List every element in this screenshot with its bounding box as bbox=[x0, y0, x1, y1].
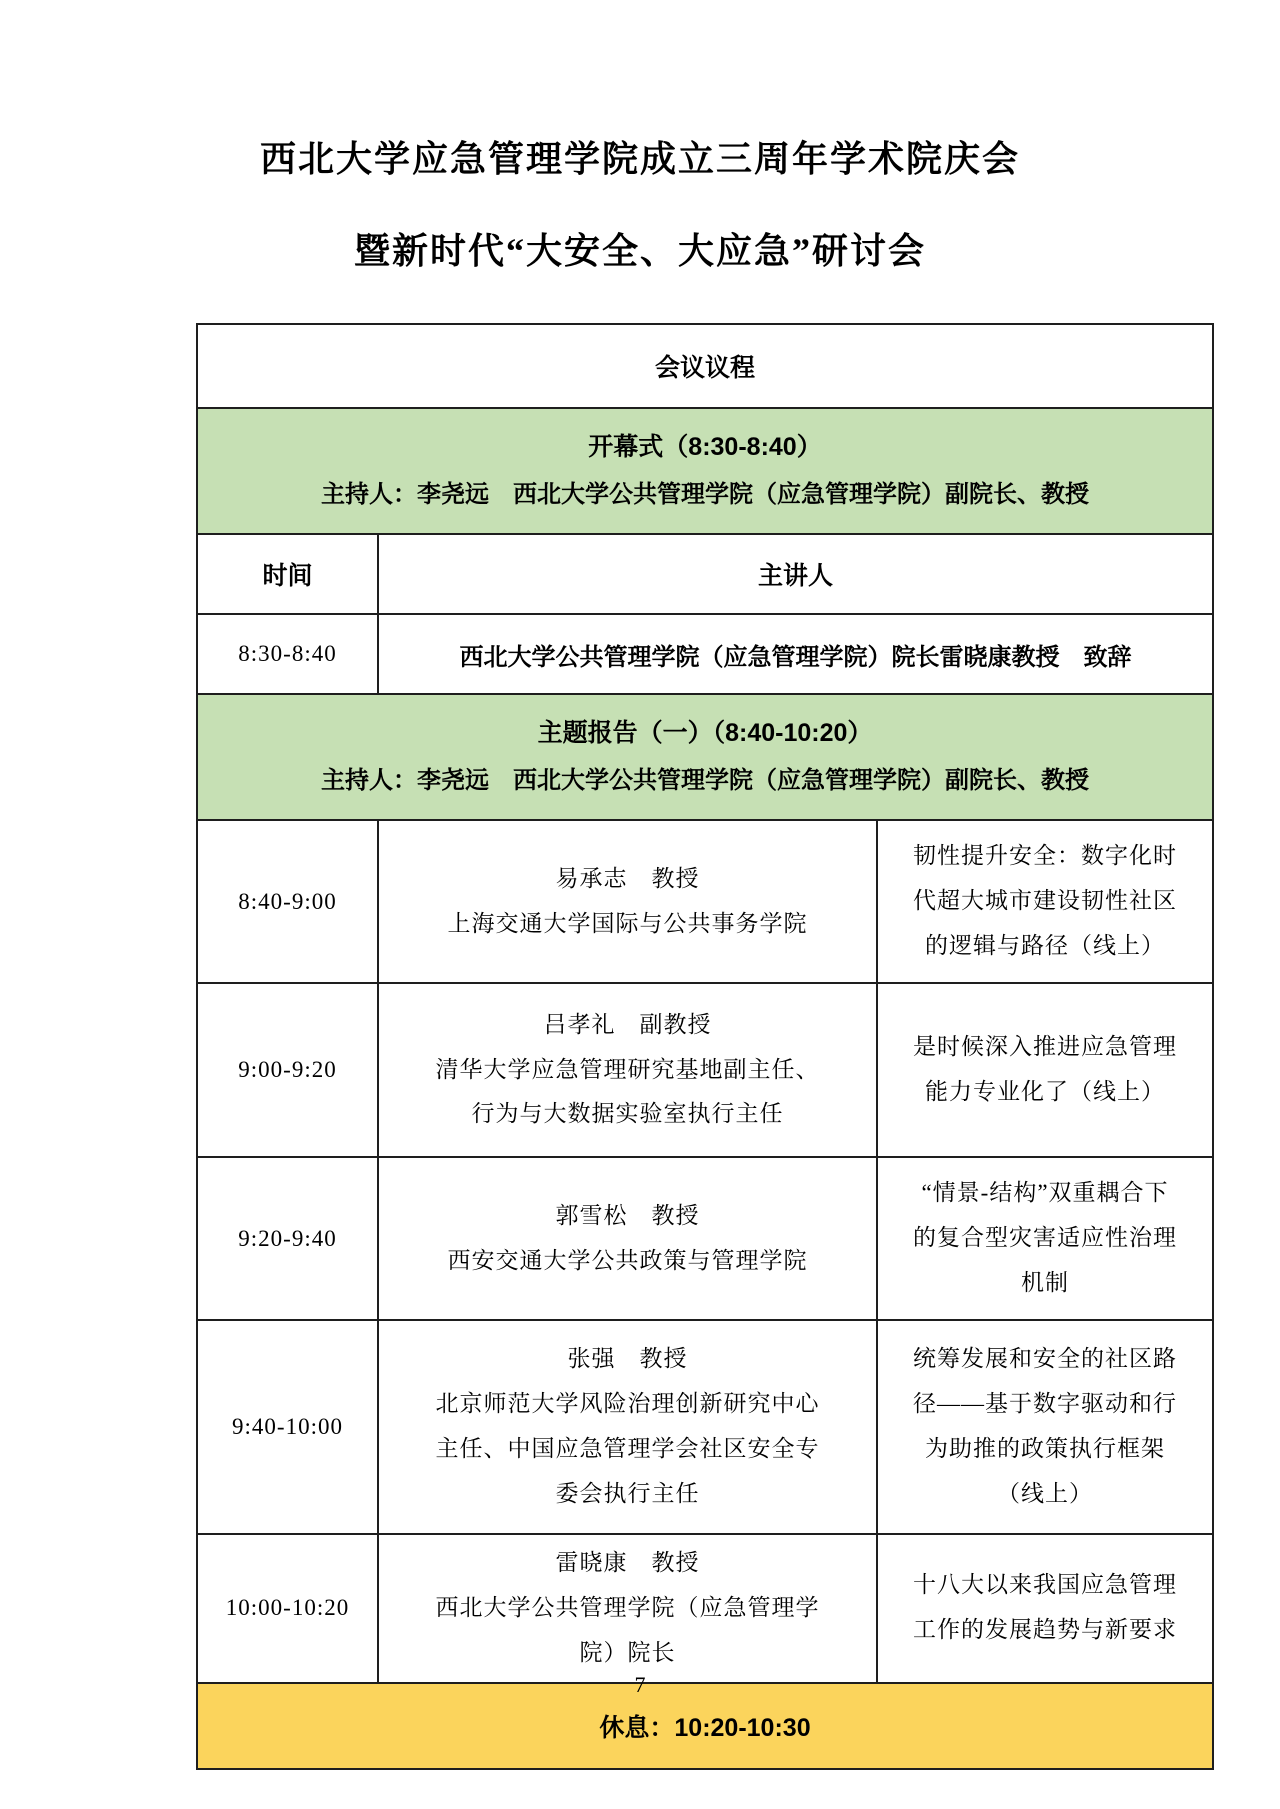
talk-topic: 韧性提升安全：数字化时代超大城市建设韧性社区的逻辑与路径（线上） bbox=[877, 820, 1213, 983]
talk-speaker-cell bbox=[378, 1320, 877, 1534]
opening-section-cell bbox=[197, 408, 1213, 534]
session1-section-host: 主持人：李尧远 西北大学公共管理学院（应急管理学院）副院长、教授 bbox=[321, 766, 1089, 794]
talk-affiliation: 北京师范大学风险治理创新研究中心主任、中国应急管理学会社区安全专委会执行主任 bbox=[435, 1391, 820, 1506]
talk-affiliation: 上海交通大学国际与公共事务学院 bbox=[447, 910, 808, 936]
talk-affiliation: 西安交通大学公共政策与管理学院 bbox=[447, 1247, 808, 1273]
talk-speaker: 易承志 教授 bbox=[555, 865, 700, 891]
column-header-row bbox=[197, 534, 1213, 614]
talk-affiliation: 清华大学应急管理研究基地副主任、行为与大数据实验室执行主任 bbox=[435, 1056, 820, 1127]
opening-talk-row bbox=[197, 614, 1213, 694]
page-subtitle: 暨新时代“大安全、大应急”研讨会 bbox=[353, 231, 926, 272]
talk-row bbox=[197, 820, 1213, 983]
agenda-caption-row bbox=[197, 324, 1213, 408]
opening-talk-time: 8:30-8:40 bbox=[197, 614, 378, 694]
column-header-speaker: 主讲人 bbox=[378, 534, 1213, 614]
talk-time: 8:40-9:00 bbox=[197, 820, 378, 983]
talk-time: 9:00-9:20 bbox=[197, 983, 378, 1157]
opening-section-title: 开幕式（8:30-8:40） bbox=[588, 433, 822, 462]
talk-row bbox=[197, 1534, 1213, 1683]
talk-speaker: 雷晓康 教授 bbox=[555, 1550, 700, 1575]
talk-time: 9:20-9:40 bbox=[197, 1157, 378, 1320]
break-label: 休息：10:20-10:30 bbox=[197, 1683, 1213, 1769]
agenda-table bbox=[196, 323, 1214, 1770]
talk-speaker: 郭雪松 教授 bbox=[555, 1202, 700, 1228]
talk-topic: 是时候深入推进应急管理能力专业化了（线上） bbox=[877, 983, 1213, 1157]
opening-section-row bbox=[197, 408, 1213, 534]
talk-speaker-cell bbox=[378, 1157, 877, 1320]
talk-topic: 统筹发展和安全的社区路径——基于数字驱动和行为助推的政策执行框架（线上） bbox=[877, 1320, 1213, 1534]
talk-affiliation: 西北大学公共管理学院（应急管理学院）院长 bbox=[435, 1594, 820, 1665]
talk-row bbox=[197, 1157, 1213, 1320]
talk-speaker: 吕孝礼 副教授 bbox=[543, 1011, 712, 1037]
page-number: 7 bbox=[634, 1672, 646, 1697]
opening-talk-content: 西北大学公共管理学院（应急管理学院）院长雷晓康教授 致辞 bbox=[378, 614, 1213, 694]
talk-speaker-cell bbox=[378, 820, 877, 983]
opening-section-host: 主持人：李尧远 西北大学公共管理学院（应急管理学院）副院长、教授 bbox=[321, 480, 1089, 508]
session1-section-cell bbox=[197, 694, 1213, 820]
page-title: 西北大学应急管理学院成立三周年学术院庆会 bbox=[259, 139, 1020, 179]
talk-speaker-cell bbox=[378, 1534, 877, 1683]
talk-speaker: 张强 教授 bbox=[567, 1346, 688, 1372]
column-header-time: 时间 bbox=[197, 534, 378, 614]
talk-topic: “情景-结构”双重耦合下的复合型灾害适应性治理机制 bbox=[877, 1157, 1213, 1320]
title-block bbox=[0, 0, 1280, 274]
talk-time: 10:00-10:20 bbox=[197, 1534, 378, 1683]
talk-row bbox=[197, 1320, 1213, 1534]
session1-section-row bbox=[197, 694, 1213, 820]
talk-topic: 十八大以来我国应急管理工作的发展趋势与新要求 bbox=[877, 1534, 1213, 1683]
talk-time: 9:40-10:00 bbox=[197, 1320, 378, 1534]
talk-row bbox=[197, 983, 1213, 1157]
agenda-caption: 会议议程 bbox=[197, 324, 1213, 408]
session1-section-title: 主题报告（一）（8:40-10:20） bbox=[537, 719, 873, 748]
talk-speaker-cell bbox=[378, 983, 877, 1157]
